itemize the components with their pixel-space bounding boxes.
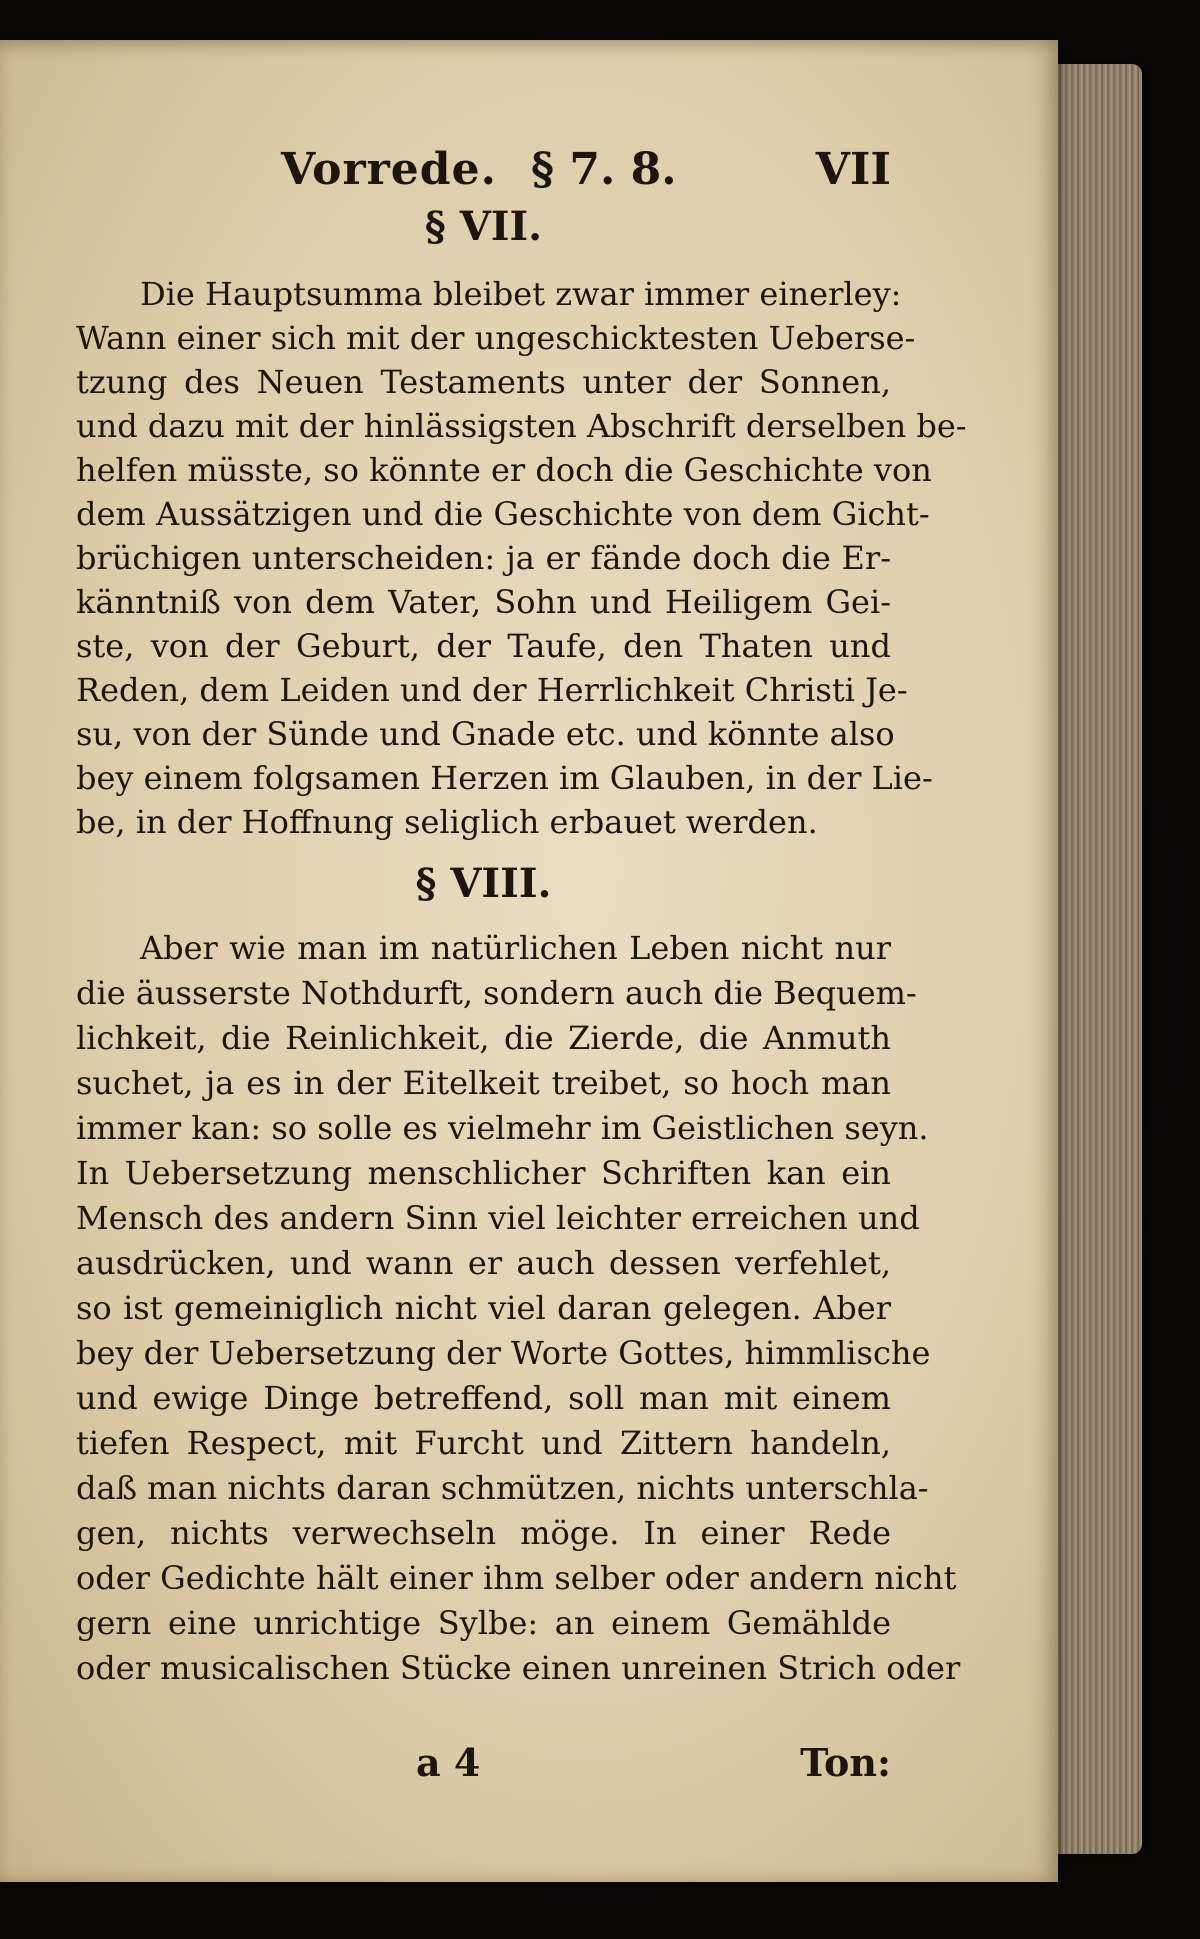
- header-title: Vorrede.: [281, 144, 497, 195]
- paragraph-line: gern eine unrichtige Sylbe: an einem Gemählde: [76, 1604, 891, 1642]
- paragraph-line: oder Gedichte hält einer ihm selber oder andern nicht: [76, 1559, 957, 1597]
- paragraph-line: oder musicalischen Stücke einen unreinen Strich oder: [76, 1649, 961, 1687]
- page-number: VII: [815, 144, 891, 195]
- page-footer: [76, 1740, 891, 1790]
- paragraph-line: gen, nichts verwechseln möge. In einer Rede: [76, 1514, 891, 1552]
- paragraph-line: dem Aussätzigen und die Geschichte von dem Gicht-: [76, 495, 930, 533]
- paragraph-line: immer kan: so solle es vielmehr im Geistlichen seyn.: [76, 1109, 929, 1147]
- paragraph-line: ausdrücken, und wann er auch dessen verfehlet,: [76, 1244, 891, 1282]
- paragraph-line: Wann einer sich mit der ungeschicktesten Ueberse-: [76, 319, 916, 357]
- paragraph-line: helfen müsste, so könnte er doch die Geschichte von: [76, 451, 932, 489]
- section-heading-8: § VIII.: [415, 860, 552, 907]
- header-section-numbers: § 7. 8.: [531, 144, 677, 195]
- catchword: Ton:: [800, 1740, 891, 1785]
- paragraph-line: daß man nichts daran schmützen, nichts unterschla-: [76, 1469, 929, 1507]
- running-header: [76, 144, 891, 204]
- paragraph-line: bey einem folgsamen Herzen im Glauben, in der Lie-: [76, 759, 933, 797]
- book-page: [0, 40, 1058, 1882]
- paragraph-line: känntniß von dem Vater, Sohn und Heiligem Gei-: [76, 583, 891, 621]
- paragraph-line: su, von der Sünde und Gnade etc. und könnte also: [76, 715, 895, 753]
- section-heading-7: § VII.: [424, 203, 543, 250]
- paragraph-line: brüchigen unterscheiden: ja er fände doch die Er-: [76, 539, 891, 577]
- paragraph-line: bey der Uebersetzung der Worte Gottes, himmlische: [76, 1334, 931, 1372]
- paragraph-line: suchet, ja es in der Eitelkeit treibet, so hoch man: [76, 1064, 891, 1102]
- paragraph-line: Die Hauptsumma bleibet zwar immer einerley:: [140, 275, 902, 313]
- paragraph-line: ste, von der Geburt, der Taufe, den Thaten und: [76, 627, 891, 665]
- paragraph-line: Mensch des andern Sinn viel leichter erreichen und: [76, 1199, 920, 1237]
- signature-mark: a 4: [416, 1740, 481, 1785]
- paragraph-line: Aber wie man im natürlichen Leben nicht nur: [140, 929, 891, 967]
- paragraph-line: Reden, dem Leiden und der Herrlichkeit Christi Je-: [76, 671, 908, 709]
- paragraph-line: lichkeit, die Reinlichkeit, die Zierde, die Anmuth: [76, 1019, 891, 1057]
- paragraph-line: und dazu mit der hinlässigsten Abschrift derselben be-: [76, 407, 967, 445]
- paragraph-line: tiefen Respect, mit Furcht und Zittern handeln,: [76, 1424, 891, 1462]
- paragraph-line: die äusserste Nothdurft, sondern auch die Bequem-: [76, 974, 917, 1012]
- paragraph-line: und ewige Dinge betreffend, soll man mit einem: [76, 1379, 891, 1417]
- book-page-edges: [1050, 64, 1142, 1854]
- paragraph-line: so ist gemeiniglich nicht viel daran gelegen. Aber: [76, 1289, 891, 1327]
- paragraph-line: tzung des Neuen Testaments unter der Sonnen,: [76, 363, 891, 401]
- paragraph-line: In Uebersetzung menschlicher Schriften kan ein: [76, 1154, 891, 1192]
- paragraph-line: be, in der Hoffnung seliglich erbauet werden.: [76, 803, 818, 841]
